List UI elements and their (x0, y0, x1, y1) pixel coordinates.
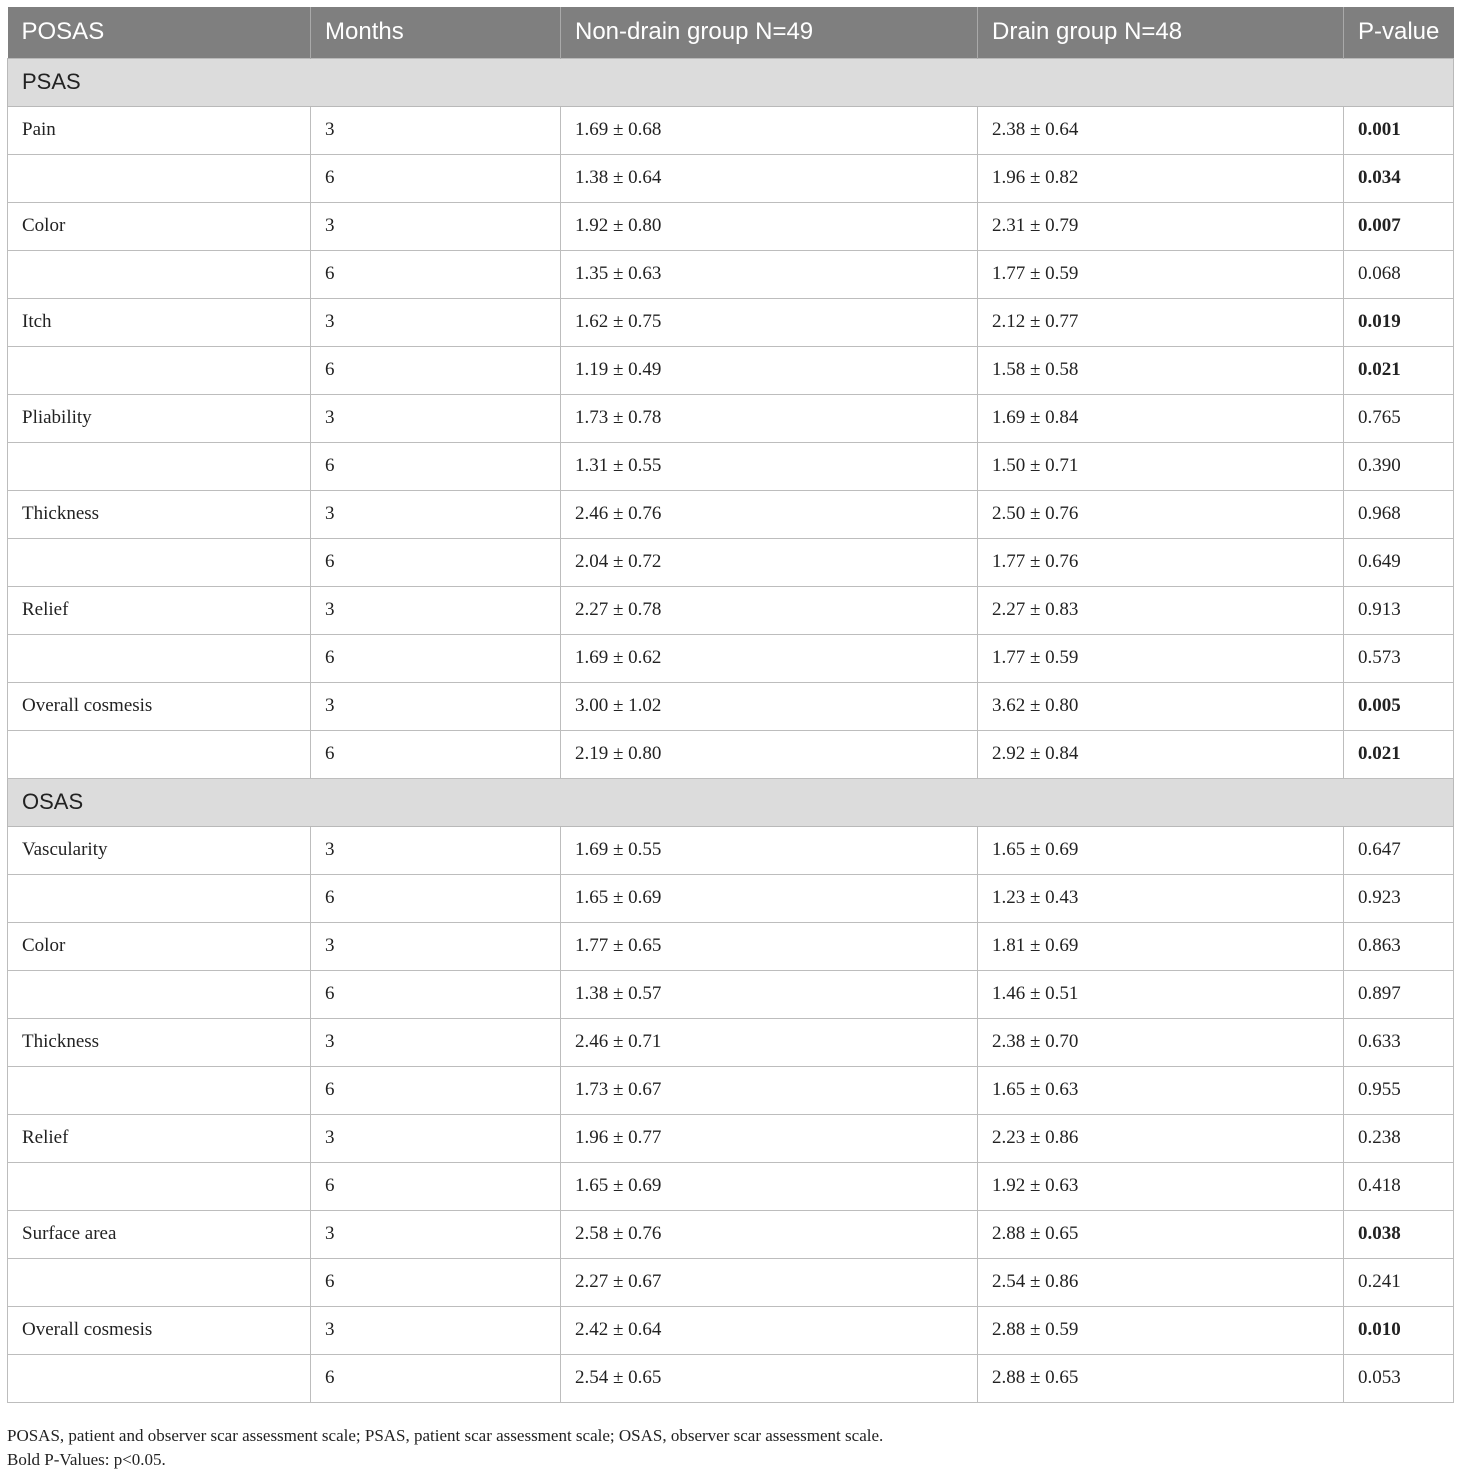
table-row (8, 346, 1454, 394)
table-row (8, 538, 1454, 586)
cell-p-value: 0.010 (1344, 1306, 1454, 1354)
cell-drain: 1.92 ± 0.63 (978, 1162, 1344, 1210)
table-row (8, 250, 1454, 298)
cell-months: 3 (311, 1018, 561, 1066)
cell-item (8, 1162, 311, 1210)
cell-item: Itch (8, 298, 311, 346)
header-posas: POSAS (8, 7, 311, 58)
cell-item (8, 970, 311, 1018)
table-footnote (7, 1424, 883, 1472)
table-row (8, 394, 1454, 442)
cell-item: Color (8, 922, 311, 970)
cell-item (8, 1066, 311, 1114)
header-row (8, 7, 1454, 58)
footnote-bold-note: Bold P-Values: p<0.05. (7, 1450, 166, 1469)
header-p-value: P-value (1358, 18, 1440, 46)
cell-p-value: 0.068 (1344, 250, 1454, 298)
cell-non-drain: 2.46 ± 0.76 (561, 490, 978, 538)
table-row (8, 970, 1454, 1018)
table-row (8, 634, 1454, 682)
footnote-abbreviations: POSAS, patient and observer scar assessment scale; PSAS, patient scar assessment scale; OSAS, observer scar assessment scale. (7, 1426, 884, 1445)
cell-item: Vascularity (8, 826, 311, 874)
cell-months: 3 (311, 490, 561, 538)
table-row (8, 1162, 1454, 1210)
cell-months: 3 (311, 1114, 561, 1162)
cell-non-drain: 2.19 ± 0.80 (561, 730, 978, 778)
cell-months: 6 (311, 154, 561, 202)
table-row (8, 682, 1454, 730)
cell-non-drain: 1.38 ± 0.64 (561, 154, 978, 202)
cell-non-drain: 2.27 ± 0.78 (561, 586, 978, 634)
cell-drain: 1.58 ± 0.58 (978, 346, 1344, 394)
cell-item: Thickness (8, 1018, 311, 1066)
cell-drain: 1.23 ± 0.43 (978, 874, 1344, 922)
cell-drain: 2.92 ± 0.84 (978, 730, 1344, 778)
cell-p-value: 0.923 (1344, 874, 1454, 922)
table-body (8, 58, 1454, 1402)
cell-item (8, 442, 311, 490)
cell-non-drain: 1.96 ± 0.77 (561, 1114, 978, 1162)
section-row-osas (8, 778, 1454, 826)
table-row (8, 1210, 1454, 1258)
cell-item: Overall cosmesis (8, 1306, 311, 1354)
cell-item (8, 874, 311, 922)
cell-drain: 1.81 ± 0.69 (978, 922, 1344, 970)
cell-p-value: 0.897 (1344, 970, 1454, 1018)
cell-item (8, 346, 311, 394)
table-row (8, 1258, 1454, 1306)
cell-item (8, 250, 311, 298)
cell-item: Color (8, 202, 311, 250)
cell-drain: 1.46 ± 0.51 (978, 970, 1344, 1018)
cell-p-value: 0.573 (1344, 634, 1454, 682)
table-row (8, 1018, 1454, 1066)
cell-months: 3 (311, 106, 561, 154)
cell-drain: 1.50 ± 0.71 (978, 442, 1344, 490)
cell-non-drain: 2.04 ± 0.72 (561, 538, 978, 586)
cell-months: 3 (311, 298, 561, 346)
cell-p-value: 0.021 (1344, 730, 1454, 778)
cell-drain: 1.65 ± 0.63 (978, 1066, 1344, 1114)
cell-non-drain: 1.65 ± 0.69 (561, 874, 978, 922)
table-row (8, 106, 1454, 154)
cell-drain: 2.12 ± 0.77 (978, 298, 1344, 346)
cell-months: 6 (311, 970, 561, 1018)
cell-months: 6 (311, 874, 561, 922)
table-row (8, 298, 1454, 346)
section-title: OSAS (8, 778, 1454, 826)
cell-non-drain: 1.35 ± 0.63 (561, 250, 978, 298)
cell-p-value: 0.913 (1344, 586, 1454, 634)
cell-item: Thickness (8, 490, 311, 538)
cell-p-value: 0.053 (1344, 1354, 1454, 1402)
cell-item (8, 730, 311, 778)
cell-p-value: 0.001 (1344, 106, 1454, 154)
cell-p-value: 0.390 (1344, 442, 1454, 490)
cell-p-value: 0.968 (1344, 490, 1454, 538)
cell-item (8, 634, 311, 682)
cell-non-drain: 1.73 ± 0.78 (561, 394, 978, 442)
cell-months: 3 (311, 682, 561, 730)
cell-p-value: 0.955 (1344, 1066, 1454, 1114)
section-row-psas (8, 58, 1454, 106)
header-months: Months (311, 7, 561, 58)
cell-p-value: 0.418 (1344, 1162, 1454, 1210)
cell-item: Relief (8, 586, 311, 634)
cell-months: 6 (311, 442, 561, 490)
cell-non-drain: 1.92 ± 0.80 (561, 202, 978, 250)
cell-non-drain: 1.69 ± 0.62 (561, 634, 978, 682)
cell-non-drain: 1.69 ± 0.55 (561, 826, 978, 874)
cell-non-drain: 1.19 ± 0.49 (561, 346, 978, 394)
cell-p-value: 0.021 (1344, 346, 1454, 394)
cell-drain: 2.54 ± 0.86 (978, 1258, 1344, 1306)
cell-drain: 1.77 ± 0.76 (978, 538, 1344, 586)
cell-p-value: 0.238 (1344, 1114, 1454, 1162)
table-header (8, 7, 1454, 58)
cell-p-value: 0.019 (1344, 298, 1454, 346)
table-row (8, 1306, 1454, 1354)
cell-drain: 1.77 ± 0.59 (978, 634, 1344, 682)
cell-item: Overall cosmesis (8, 682, 311, 730)
cell-non-drain: 1.31 ± 0.55 (561, 442, 978, 490)
cell-months: 3 (311, 202, 561, 250)
cell-months: 3 (311, 586, 561, 634)
cell-non-drain: 2.58 ± 0.76 (561, 1210, 978, 1258)
section-title: PSAS (8, 58, 1454, 106)
cell-drain: 2.88 ± 0.65 (978, 1210, 1344, 1258)
cell-drain: 1.65 ± 0.69 (978, 826, 1344, 874)
cell-non-drain: 2.54 ± 0.65 (561, 1354, 978, 1402)
cell-months: 3 (311, 1306, 561, 1354)
table-row (8, 922, 1454, 970)
cell-item (8, 1258, 311, 1306)
cell-months: 6 (311, 730, 561, 778)
cell-p-value: 0.034 (1344, 154, 1454, 202)
cell-months: 6 (311, 250, 561, 298)
table-row (8, 1114, 1454, 1162)
cell-drain: 3.62 ± 0.80 (978, 682, 1344, 730)
cell-months: 6 (311, 346, 561, 394)
cell-p-value: 0.007 (1344, 202, 1454, 250)
cell-months: 3 (311, 394, 561, 442)
cell-months: 3 (311, 826, 561, 874)
cell-drain: 2.50 ± 0.76 (978, 490, 1344, 538)
table-row (8, 202, 1454, 250)
cell-non-drain: 1.62 ± 0.75 (561, 298, 978, 346)
cell-p-value: 0.005 (1344, 682, 1454, 730)
cell-non-drain: 3.00 ± 1.02 (561, 682, 978, 730)
cell-non-drain: 2.42 ± 0.64 (561, 1306, 978, 1354)
table-row (8, 490, 1454, 538)
cell-drain: 2.38 ± 0.70 (978, 1018, 1344, 1066)
cell-drain: 2.23 ± 0.86 (978, 1114, 1344, 1162)
cell-non-drain: 1.65 ± 0.69 (561, 1162, 978, 1210)
header-non-drain-group: Non-drain group N=49 (561, 7, 978, 58)
cell-months: 6 (311, 1258, 561, 1306)
table-row (8, 730, 1454, 778)
table-row (8, 874, 1454, 922)
cell-drain: 1.96 ± 0.82 (978, 154, 1344, 202)
cell-non-drain: 1.77 ± 0.65 (561, 922, 978, 970)
cell-non-drain: 2.46 ± 0.71 (561, 1018, 978, 1066)
cell-months: 6 (311, 1354, 561, 1402)
cell-item: Relief (8, 1114, 311, 1162)
cell-p-value: 0.863 (1344, 922, 1454, 970)
cell-drain: 1.69 ± 0.84 (978, 394, 1344, 442)
cell-months: 3 (311, 1210, 561, 1258)
cell-item: Surface area (8, 1210, 311, 1258)
cell-months: 6 (311, 634, 561, 682)
table-row (8, 442, 1454, 490)
posas-results-table (7, 7, 1454, 1403)
table-row (8, 586, 1454, 634)
cell-item (8, 538, 311, 586)
cell-p-value: 0.647 (1344, 826, 1454, 874)
cell-drain: 2.88 ± 0.59 (978, 1306, 1344, 1354)
cell-drain: 1.77 ± 0.59 (978, 250, 1344, 298)
cell-drain: 2.38 ± 0.64 (978, 106, 1344, 154)
cell-drain: 2.27 ± 0.83 (978, 586, 1344, 634)
results-table-container (7, 7, 1453, 1403)
table-row (8, 826, 1454, 874)
cell-item (8, 154, 311, 202)
cell-p-value: 0.241 (1344, 1258, 1454, 1306)
cell-item: Pliability (8, 394, 311, 442)
cell-months: 6 (311, 538, 561, 586)
cell-p-value: 0.649 (1344, 538, 1454, 586)
cell-drain: 2.31 ± 0.79 (978, 202, 1344, 250)
cell-drain: 2.88 ± 0.65 (978, 1354, 1344, 1402)
cell-p-value: 0.765 (1344, 394, 1454, 442)
cell-months: 3 (311, 922, 561, 970)
table-row (8, 1354, 1454, 1402)
table-row (8, 154, 1454, 202)
cell-item: Pain (8, 106, 311, 154)
cell-months: 6 (311, 1066, 561, 1114)
header-drain-group: Drain group N=48 (978, 7, 1344, 58)
cell-p-value: 0.038 (1344, 1210, 1454, 1258)
cell-non-drain: 1.73 ± 0.67 (561, 1066, 978, 1114)
cell-months: 6 (311, 1162, 561, 1210)
cell-item (8, 1354, 311, 1402)
table-row (8, 1066, 1454, 1114)
cell-non-drain: 2.27 ± 0.67 (561, 1258, 978, 1306)
cell-p-value: 0.633 (1344, 1018, 1454, 1066)
cell-non-drain: 1.38 ± 0.57 (561, 970, 978, 1018)
cell-non-drain: 1.69 ± 0.68 (561, 106, 978, 154)
